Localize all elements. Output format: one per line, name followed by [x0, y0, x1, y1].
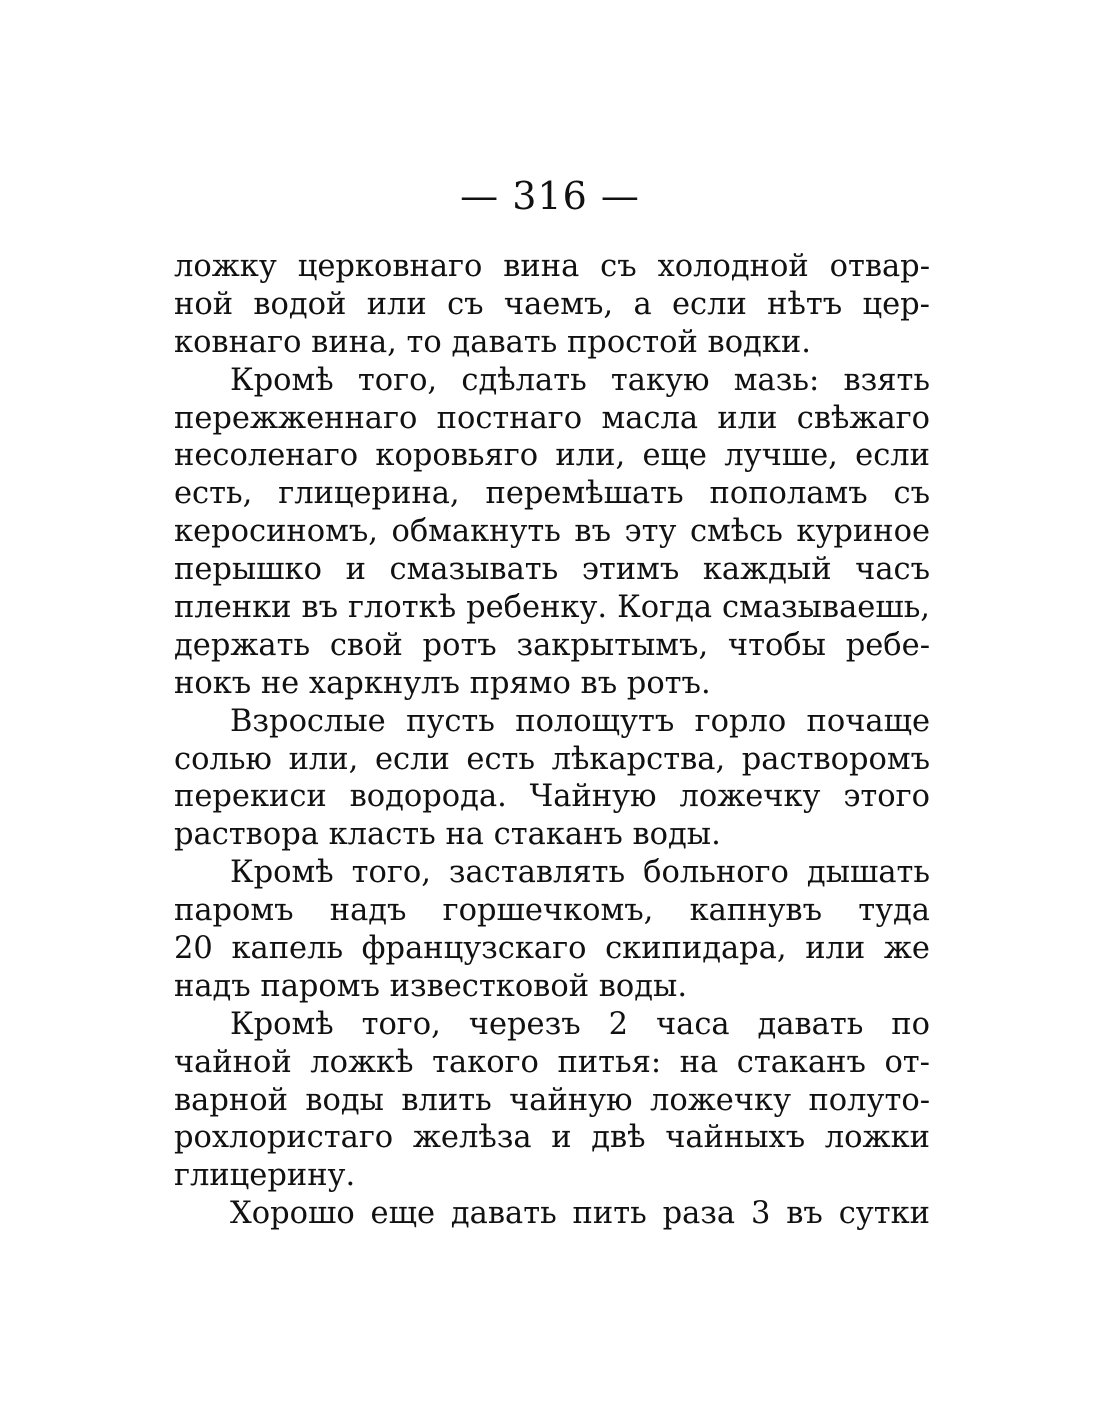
text-line: нокъ не харкнулъ прямо въ ротъ. — [174, 665, 711, 701]
text-line: Кромѣ того, черезъ 2 часа давать по — [230, 1006, 930, 1042]
text-line: есть, глицерина, перемѣшать пополамъ съ — [174, 476, 930, 512]
text-line: Хорошо еще давать пить раза 3 въ сутки — [230, 1196, 930, 1232]
text-line: ложку церковнаго вина съ холодной отвар- — [174, 249, 930, 284]
text-line: 20 капель французскаго скипидара, или же — [174, 931, 930, 967]
text-line: пережженнаго постнаго масла или свѣжаго — [174, 400, 930, 436]
body-text — [174, 248, 930, 1233]
text-line: ной водой или съ чаемъ, а если нѣтъ цер- — [174, 286, 930, 322]
text-line: пленки въ глоткѣ ребенку. Когда смазываешь, — [174, 590, 930, 626]
text-line: солью или, если есть лѣкарства, растворомъ — [174, 741, 930, 777]
text-line: чайной ложкѣ такого питья: на стаканъ от- — [174, 1044, 930, 1080]
text-line: варной воды влить чайную ложечку полуто- — [174, 1082, 930, 1118]
page-number: — 316 — — [460, 174, 640, 218]
text-line: паромъ надъ горшечкомъ, капнувъ туда — [174, 893, 930, 929]
text-line: надъ паромъ известковой воды. — [174, 968, 688, 1004]
text-line: Кромѣ того, сдѣлать такую мазь: взять — [230, 362, 930, 398]
text-line: керосиномъ, обмакнуть въ эту смѣсь куриное — [174, 514, 930, 550]
text-line: Взрослые пусть полощутъ горло почаще — [230, 703, 930, 739]
text-line: несоленаго коровьяго или, еще лучше, если — [174, 438, 930, 474]
text-line: глицерину. — [174, 1158, 356, 1194]
text-line: раствора класть на стаканъ воды. — [174, 817, 721, 853]
text-line: перекиси водорода. Чайную ложечку этого — [174, 779, 930, 815]
text-line: держать свой ротъ закрытымъ, чтобы ребе- — [174, 627, 930, 663]
text-line: ковнаго вина, то давать простой водки. — [174, 324, 811, 360]
text-line: перышко и смазывать этимъ каждый часъ — [174, 552, 930, 588]
text-line: рохлористаго желѣза и двѣ чайныхъ ложки — [174, 1120, 930, 1156]
text-line: Кромѣ того, заставлять больного дышать — [230, 855, 930, 891]
